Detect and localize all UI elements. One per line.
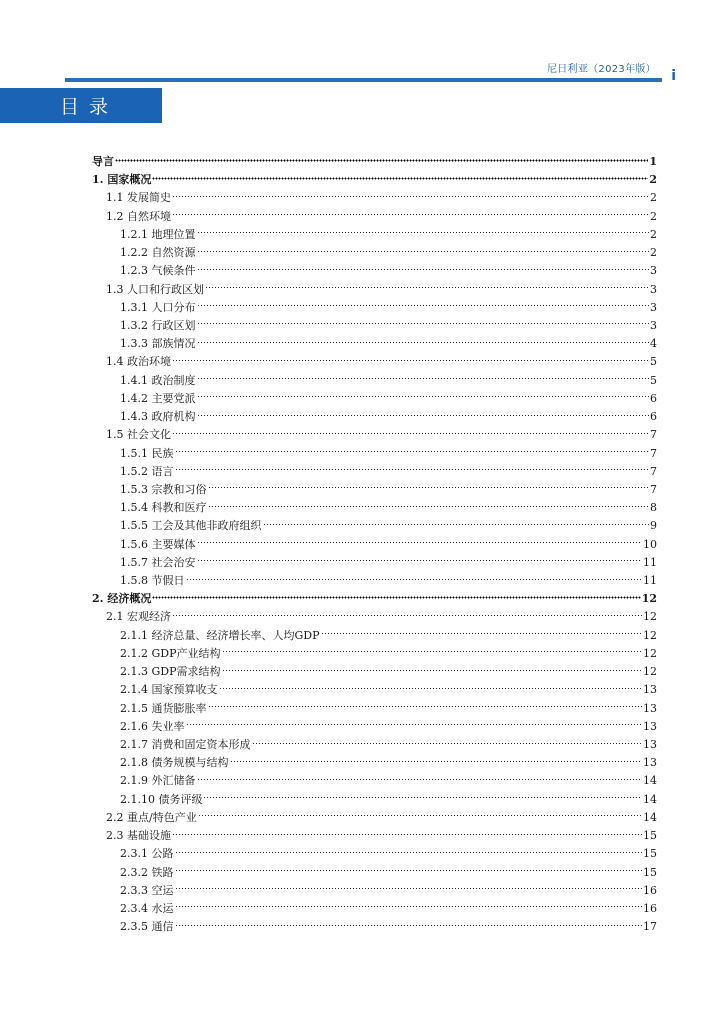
toc-entry-title: 导言 [92, 155, 114, 168]
toc-entry-title: 1.4.1 政治制度 [120, 373, 196, 387]
toc-entry[interactable] [92, 408, 657, 426]
toc-entry-page: 3 [650, 282, 657, 296]
toc-entry-page: 13 [643, 738, 657, 751]
toc-entry[interactable] [92, 208, 657, 226]
toc-entry-page: 8 [650, 501, 657, 515]
toc-entry-page: 17 [643, 920, 657, 934]
toc-entry-page: 1 [649, 155, 657, 168]
page-number: i [671, 68, 676, 84]
toc-entry-title: 1.5.4 科教和医疗 [120, 501, 207, 515]
toc-leader-dots [230, 759, 643, 763]
toc-entry-page: 2 [649, 173, 657, 187]
toc-leader-dots [208, 504, 650, 508]
toc-entry[interactable] [92, 481, 657, 499]
toc-entry[interactable] [92, 590, 657, 608]
toc-entry-page: 7 [650, 428, 657, 442]
toc-entry-page: 14 [643, 774, 657, 788]
toc-leader-dots [205, 286, 649, 290]
toc-leader-dots [186, 577, 643, 581]
toc-entry[interactable] [92, 517, 657, 535]
toc-entry-page: 12 [643, 628, 657, 642]
toc-entry-title: 1.5.7 社会治安 [120, 555, 196, 569]
toc-entry-page: 2 [650, 246, 657, 260]
toc-leader-dots [208, 705, 643, 709]
toc-leader-dots [197, 267, 650, 271]
toc-entry[interactable] [92, 463, 657, 481]
toc-entry[interactable] [92, 791, 657, 809]
toc-leader-dots [252, 741, 643, 745]
toc-entry-title: 1.5 社会文化 [106, 428, 171, 442]
toc-entry[interactable] [92, 827, 657, 845]
toc-entry[interactable] [92, 882, 657, 900]
toc-entry-title: 1.4.3 政府机构 [120, 410, 196, 424]
toc-entry-title: 1.3 人口和行政区划 [106, 282, 204, 296]
document-header-title: 尼日利亚（2023年版） [546, 64, 656, 75]
toc-leader-dots [197, 395, 650, 399]
toc-leader-dots [175, 905, 643, 909]
toc-entry-title: 1.2.2 自然资源 [120, 246, 196, 260]
toc-entry-page: 14 [643, 810, 657, 824]
toc-entry-title: 1.3.3 部族情况 [120, 337, 196, 351]
toc-leader-dots [222, 650, 643, 654]
toc-entry-title: 2.1.1 经济总量、经济增长率、人均GDP [120, 628, 320, 642]
toc-leader-dots [219, 686, 643, 690]
toc-entry-title: 1. 国家概况 [92, 173, 152, 187]
toc-leader-dots [197, 322, 650, 326]
toc-entry[interactable] [92, 189, 657, 207]
toc-entry-title: 2.1.4 国家预算收支 [120, 683, 218, 697]
toc-entry[interactable] [92, 262, 657, 280]
toc-leader-dots [175, 869, 643, 873]
toc-entry-title: 2.1.8 债务规模与结构 [120, 756, 229, 770]
toc-leader-dots [115, 158, 648, 162]
toc-entry-title: 1.2.3 气候条件 [120, 264, 196, 278]
toc-entry-title: 2.3.1 公路 [120, 847, 174, 861]
toc-entry[interactable] [92, 554, 657, 572]
toc-entry-page: 10 [643, 537, 657, 551]
toc-entry-page: 16 [643, 901, 657, 915]
toc-entry[interactable] [92, 299, 657, 317]
toc-entry[interactable] [92, 845, 657, 863]
toc-entry-page: 6 [650, 410, 657, 424]
toc-entry-title: 1.4.2 主要党派 [120, 391, 196, 405]
toc-entry-title: 1.3.1 人口分布 [120, 300, 196, 314]
toc-leader-dots [321, 632, 643, 636]
toc-entry-page: 4 [650, 337, 657, 351]
toc-entry[interactable] [92, 700, 657, 718]
toc-entry-title: 1.3.2 行政区划 [120, 318, 196, 332]
toc-entry[interactable] [92, 536, 657, 554]
toc-entry-title: 2.1 宏观经济 [106, 610, 171, 624]
toc-entry-title: 2.1.6 失业率 [120, 719, 185, 733]
toc-entry[interactable] [92, 645, 657, 663]
toc-entry[interactable] [92, 681, 657, 699]
toc-leader-dots [203, 796, 642, 800]
toc-leader-dots [172, 613, 642, 617]
toc-leader-dots [175, 450, 650, 454]
toc-entry-page: 2 [650, 209, 657, 223]
toc-entry-page: 15 [643, 847, 657, 861]
toc-entry[interactable] [92, 754, 657, 772]
toc-leader-dots [197, 541, 643, 545]
toc-entry-page: 11 [643, 574, 657, 588]
toc-leader-dots [175, 923, 643, 927]
toc-entry-title: 1.5.1 民族 [120, 446, 174, 460]
toc-entry-title: 2.3.4 水运 [120, 901, 174, 915]
toc-entry[interactable] [92, 627, 657, 645]
toc-entry-title: 2.1.2 GDP产业结构 [120, 646, 221, 660]
toc-entry-page: 3 [650, 318, 657, 332]
toc-entry-title: 2.3 基础设施 [106, 829, 171, 843]
toc-leader-dots [197, 377, 650, 381]
toc-entry-page: 7 [650, 446, 657, 460]
toc-leader-dots [197, 559, 643, 563]
toc-entry-title: 2.1.9 外汇储备 [120, 774, 196, 788]
toc-entry[interactable] [92, 736, 657, 754]
toc-leader-dots [197, 249, 650, 253]
toc-entry-title: 2.1.5 通货膨胀率 [120, 701, 207, 715]
toc-leader-dots [172, 213, 649, 217]
toc-entry[interactable] [92, 226, 657, 244]
toc-entry-page: 13 [643, 719, 657, 733]
toc-entry-title: 2.1.3 GDP需求结构 [120, 665, 221, 679]
toc-banner [0, 88, 162, 123]
toc-leader-dots [172, 431, 649, 435]
toc-entry-page: 12 [643, 610, 657, 624]
toc-entry[interactable] [92, 900, 657, 918]
toc-entry[interactable] [92, 718, 657, 736]
toc-entry-title: 2.3.3 空运 [120, 883, 174, 897]
toc-entry-page: 16 [643, 883, 657, 897]
toc-entry-page: 15 [643, 865, 657, 879]
toc-entry-page: 7 [650, 482, 657, 496]
toc-entry-title: 1.2 自然环境 [106, 209, 171, 223]
table-of-contents [92, 153, 657, 936]
toc-entry-page: 5 [650, 355, 657, 369]
toc-entry[interactable] [92, 426, 657, 444]
toc-entry[interactable] [92, 918, 657, 936]
toc-leader-dots [172, 194, 649, 198]
toc-entry[interactable] [92, 864, 657, 882]
toc-leader-dots [197, 777, 643, 781]
toc-entry[interactable] [92, 608, 657, 626]
toc-entry-title: 1.5.2 语言 [120, 464, 174, 478]
toc-entry-page: 15 [643, 829, 657, 843]
toc-entry[interactable] [92, 445, 657, 463]
toc-leader-dots [172, 358, 649, 362]
toc-entry[interactable] [92, 317, 657, 335]
toc-entry-page: 2 [650, 227, 657, 241]
toc-entry[interactable] [92, 153, 657, 171]
toc-entry[interactable] [92, 809, 657, 827]
toc-entry-page: 9 [650, 519, 657, 533]
toc-leader-dots [208, 486, 650, 490]
toc-entry-title: 2.1.10 债务评级 [120, 792, 203, 806]
toc-leader-dots [152, 176, 648, 180]
toc-entry-page: 7 [650, 464, 657, 478]
toc-leader-dots [175, 887, 643, 891]
toc-entry[interactable] [92, 663, 657, 681]
toc-entry-title: 2. 经济概况 [92, 592, 152, 606]
toc-entry[interactable] [92, 281, 657, 299]
toc-entry-page: 11 [643, 555, 657, 569]
toc-leader-dots [186, 723, 643, 727]
toc-leader-dots [263, 522, 650, 526]
toc-entry-page: 3 [650, 300, 657, 314]
toc-banner-label: 目录 [60, 96, 119, 118]
toc-entry[interactable] [92, 244, 657, 262]
toc-entry-title: 2.3.5 通信 [120, 920, 174, 934]
toc-entry-title: 2.2 重点/特色产业 [106, 810, 197, 824]
toc-entry[interactable] [92, 499, 657, 517]
toc-entry-page: 13 [643, 756, 657, 770]
toc-leader-dots [172, 832, 642, 836]
toc-entry[interactable] [92, 390, 657, 408]
toc-leader-dots [197, 231, 650, 235]
toc-entry-title: 2.3.2 铁路 [120, 865, 174, 879]
toc-entry-page: 13 [643, 683, 657, 697]
toc-entry-title: 1.5.3 宗教和习俗 [120, 482, 207, 496]
toc-leader-dots [197, 413, 650, 417]
toc-entry-title: 1.2.1 地理位置 [120, 227, 196, 241]
toc-entry-page: 13 [643, 701, 657, 715]
toc-entry[interactable] [92, 372, 657, 390]
toc-leader-dots [222, 668, 643, 672]
toc-entry-title: 1.5.5 工会及其他非政府组织 [120, 519, 262, 533]
toc-entry-page: 12 [643, 646, 657, 660]
toc-entry-title: 2.1.7 消费和固定资本形成 [120, 738, 251, 751]
toc-entry-page: 12 [641, 592, 657, 606]
toc-entry-page: 5 [650, 373, 657, 387]
toc-entry-title: 1.4 政治环境 [106, 355, 171, 369]
toc-leader-dots [197, 304, 650, 308]
toc-entry[interactable] [92, 772, 657, 790]
toc-leader-dots [152, 595, 640, 599]
toc-entry-page: 14 [643, 792, 657, 806]
toc-entry-page: 3 [650, 264, 657, 278]
toc-leader-dots [198, 814, 642, 818]
toc-entry-page: 2 [650, 191, 657, 205]
toc-leader-dots [197, 340, 650, 344]
toc-entry[interactable] [92, 171, 657, 189]
toc-entry[interactable] [92, 353, 657, 371]
toc-leader-dots [175, 850, 643, 854]
toc-entry-page: 12 [643, 665, 657, 679]
header-rule [65, 78, 662, 82]
toc-entry-title: 1.5.6 主要媒体 [120, 537, 196, 551]
toc-entry[interactable] [92, 572, 657, 590]
toc-entry-title: 1.5.8 节假日 [120, 574, 185, 588]
toc-entry[interactable] [92, 335, 657, 353]
toc-leader-dots [175, 468, 650, 472]
toc-entry-page: 6 [650, 391, 657, 405]
toc-entry-title: 1.1 发展简史 [106, 191, 171, 205]
